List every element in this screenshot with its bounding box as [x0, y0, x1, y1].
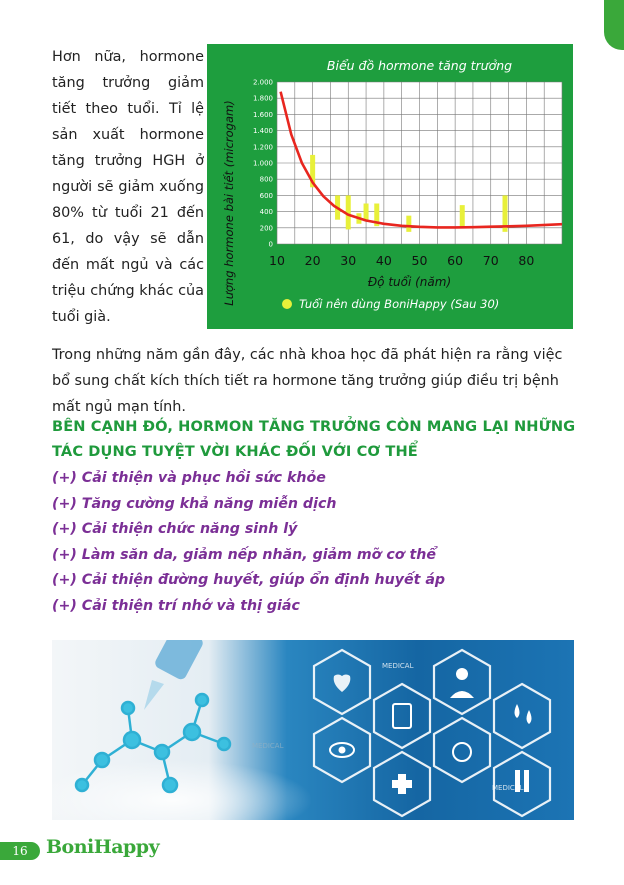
x-tick-label: 40 — [375, 253, 392, 268]
y-tick-label: 1.600 — [252, 110, 273, 119]
banner-label: MEDICAL — [252, 742, 284, 750]
hex-wheelchair-icon — [434, 718, 490, 782]
page-footer — [0, 834, 624, 864]
y-tick-label: 600 — [259, 191, 273, 200]
hex-clipboard-icon — [374, 684, 430, 748]
page-number: 16 — [0, 842, 40, 860]
y-tick-label: 1.800 — [252, 94, 273, 103]
hex-doctor-icon — [434, 650, 490, 714]
banner-label: MEDICAL — [382, 662, 414, 670]
x-tick-label: 10 — [269, 253, 285, 268]
hex-drops-icon — [494, 684, 550, 748]
hormone-chart — [207, 44, 573, 329]
x-tick-label: 80 — [518, 253, 535, 268]
range-bar — [406, 216, 411, 232]
benefit-item: (+) Cải thiện và phục hồi sức khỏe — [52, 470, 326, 486]
y-axis-label: Lượng hormone bài tiết (microgam) — [222, 100, 236, 306]
y-tick-label: 0 — [268, 240, 273, 249]
legend-marker — [282, 299, 292, 309]
x-tick-label: 30 — [340, 253, 357, 268]
banner-illustration — [52, 640, 574, 820]
benefit-item: (+) Cải thiện chức năng sinh lý — [52, 521, 298, 538]
y-tick-label: 800 — [259, 175, 273, 184]
y-tick-label: 1.400 — [252, 127, 273, 136]
x-tick-label: 50 — [411, 253, 428, 268]
y-tick-label: 400 — [259, 208, 273, 217]
banner-label: MEDICAL — [492, 784, 524, 792]
legend-label: Tuổi nên dùng BoniHappy (Sau 30) — [299, 297, 500, 311]
x-axis-label: Độ tuổi (năm) — [367, 275, 452, 289]
range-bar — [460, 205, 465, 228]
section-heading: BÊN CẠNH ĐÓ, HORMON TĂNG TRƯỞNG CÒN MANG LẠI NHỮNG TÁC DỤNG TUYỆT VỜI KHÁC ĐỐI VỚI CƠ THỂ — [52, 418, 576, 460]
chart-svg — [207, 44, 573, 329]
medical-banner-image — [52, 640, 574, 820]
intro-paragraph: Hơn nữa, hormone tăng trưởng giảm tiết theo tuổi. Tỉ lệ sản xuất hormone tăng trưởng HGH ở người sẽ giảm xuống 80% từ tuổi 21 đến 61, do vậy sẽ dẫn đến mất ngủ và các triệu chứng khác của tuổi già. — [52, 49, 204, 325]
benefit-item: (+) Cải thiện đường huyết, giúp ổn định huyết áp — [52, 572, 446, 589]
chart-title: Biểu đồ hormone tăng trưởng — [326, 58, 513, 73]
corner-tab — [604, 0, 624, 50]
body-paragraph: Trong những năm gần đây, các nhà khoa học đã phát hiện ra rằng việc bổ sung chất kích thích tiết ra hormone tăng trưởng giúp điều trị bệnh mất ngủ mạn tính. — [52, 347, 563, 415]
y-tick-label: 200 — [259, 224, 273, 233]
petri-dish-glow — [52, 760, 312, 820]
brand-logo: BoniHappy — [46, 836, 160, 858]
benefit-item: (+) Tăng cường khả năng miễn dịch — [52, 495, 337, 512]
y-tick-label: 2.000 — [252, 78, 273, 87]
benefit-list — [52, 466, 445, 620]
benefit-item: (+) Làm săn da, giảm nếp nhăn, giảm mỡ cơ thể — [52, 546, 436, 563]
x-tick-label: 20 — [304, 253, 321, 268]
y-tick-label: 1.200 — [252, 143, 273, 152]
y-tick-label: 1.000 — [252, 159, 273, 168]
benefit-item: (+) Cải thiện trí nhớ và thị giác — [52, 597, 300, 614]
x-tick-label: 60 — [447, 253, 464, 268]
x-tick-label: 70 — [482, 253, 499, 268]
